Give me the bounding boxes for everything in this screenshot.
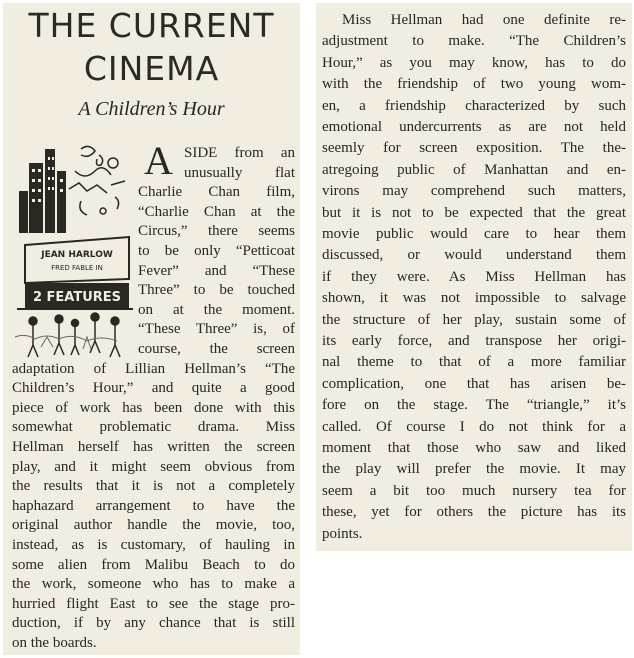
right-column-line: its early force, and transpose her origi-	[322, 333, 626, 349]
right-column-line: adjustment to make. “The Children’s	[322, 33, 626, 50]
theater-marquee-illustration	[11, 141, 135, 359]
right-column-panel	[316, 3, 632, 551]
left-column-line: original author handle the movie, too,	[12, 517, 295, 534]
left-column-line: Circus,” there seems	[138, 223, 295, 240]
right-column-line: these, yet for others the picture has its	[322, 504, 626, 521]
right-column-line: the play will prefer the movie. It may	[322, 461, 626, 478]
left-column-line: Children’s Hour,” and quite a good	[12, 380, 295, 397]
right-column-line: fore on the stage. The “triangle,” it’s	[322, 397, 626, 414]
masthead-title-line1: THE CURRENT	[28, 6, 275, 45]
article-subtitle: A Children’s Hour	[78, 98, 225, 120]
right-column-line: discussed, or would understand them	[322, 247, 626, 264]
left-column-line: instead, as is customary, of hauling in	[12, 537, 295, 553]
left-column-panel	[3, 3, 300, 655]
marquee-line1: JEAN HARLOW	[41, 250, 113, 260]
left-column-line: hurried flight East to see the stage pro-	[12, 595, 295, 612]
left-column-line: haphazard arrangement to have the	[12, 497, 295, 514]
left-column-line: adaptation of Lillian Hellman’s “The	[12, 360, 295, 377]
right-column-line: movie public would care to hear them	[322, 226, 626, 242]
right-column-line: atregoing public of Manhattan and en-	[322, 161, 626, 178]
right-column-line: nal theme to that of a more familiar	[322, 354, 626, 371]
left-column-line: on at the moment.	[138, 301, 295, 318]
right-column-line: virons may comprehend such matters,	[322, 183, 626, 200]
right-column-line: if they were. As Miss Hellman has	[322, 268, 626, 285]
left-column-line: the work, someone who has to make a	[12, 576, 295, 593]
left-column-line: course, the screen	[138, 341, 295, 357]
left-column-line: “Charlie Chan at the	[138, 203, 295, 220]
left-column-line: Charlie Chan film,	[138, 184, 295, 201]
left-column-line: unusually flat	[184, 164, 295, 181]
left-column-line: Fever” and “These	[138, 262, 295, 279]
left-column-line: Hellman herself has written the screen	[12, 439, 295, 455]
marquee-line3: 2 FEATURES	[32, 290, 122, 305]
left-column-line: somewhat problematic drama. Miss	[12, 419, 295, 436]
right-column-line: the structure of her play, sustain some of	[322, 311, 626, 328]
marquee-line2: FRED FABLE IN	[51, 264, 103, 272]
left-column-line: Three” to be touched	[138, 282, 295, 299]
right-column-line: en, a friendship characterized by such	[322, 97, 626, 114]
left-column-line: on the boards.	[12, 635, 97, 651]
right-column-line: seem a bit too much nursery tea for	[322, 482, 626, 499]
right-column-line: but it is not to be expected that the great	[322, 204, 626, 221]
right-column-line: seemly for screen exposition. The the-	[322, 140, 626, 157]
right-column-line: moment that those who saw and liked	[322, 440, 626, 456]
right-column-line: emotional undercurrents as are not held	[322, 119, 626, 135]
right-column-line: with the friendship of two young wom-	[322, 76, 626, 93]
right-column-line: complication, one that has arisen be-	[322, 375, 626, 392]
left-column-line: some alien from Malibu Beach to do	[12, 556, 295, 573]
left-column-line: “These Three” is, of	[138, 321, 295, 338]
right-column-line: Hour,” as you may know, has to do	[322, 54, 626, 71]
left-column-line: duction, if by any chance that is still	[12, 615, 295, 632]
right-column-line: points.	[322, 525, 363, 542]
right-column-line: shown, it was not impossible to salvage	[322, 290, 626, 307]
left-column-line: piece of work has been done with this	[12, 399, 295, 416]
drop-cap: A	[144, 138, 173, 183]
right-column-line: Miss Hellman had one definite re-	[342, 12, 626, 28]
right-column-line: called. Of course I do not think for a	[322, 418, 626, 435]
left-column-line: to be only “Petticoat	[138, 243, 295, 259]
masthead-title-line2: CINEMA	[83, 49, 220, 88]
left-column-line: play, and it might seem obvious from	[12, 458, 295, 475]
left-column-line: SIDE from an	[184, 145, 295, 161]
left-column-line: the results that it is not a completely	[12, 478, 295, 495]
